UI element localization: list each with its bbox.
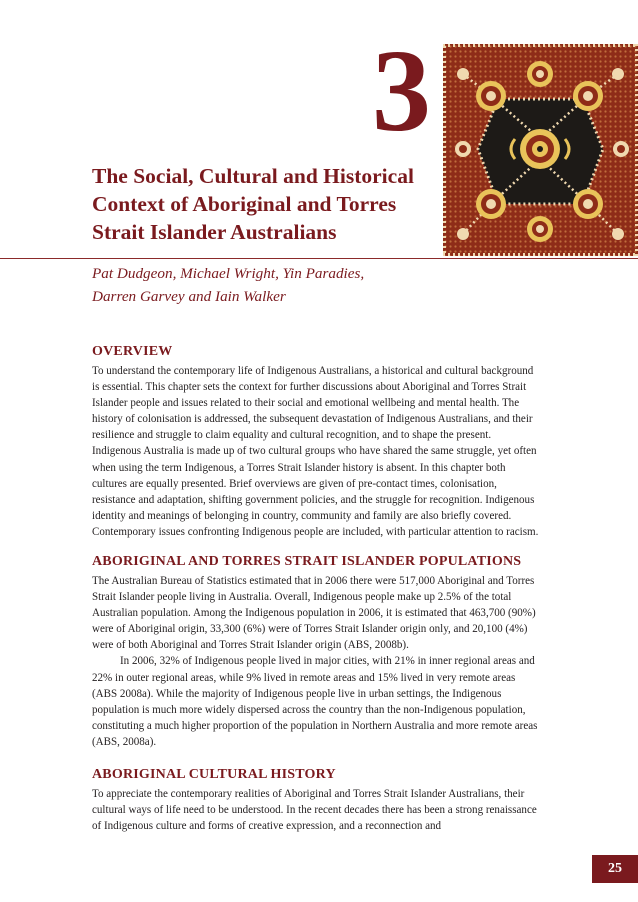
chapter-number: 3: [372, 25, 431, 156]
chapter-authors: [92, 262, 512, 308]
section-paragraph: The Australian Bureau of Statistics estimated that in 2006 there were 517,000 Aboriginal and Torres Strait Islander people living in Australia. Overall, Indigenous people make up 2.5% of the total Australian population. Among the Indigenous population in 2006, it is estimated that 463,700 (90%) were of Aboriginal origin, 33,300 (6%) were of Torres Strait Islander origin only, and 20,100 (4%) were of both Aboriginal and Torres Strait Islander origin (ABS, 2008b).: [92, 575, 536, 652]
section-paragraph: To appreciate the contemporary realities of Aboriginal and Torres Strait Islander Australians, their cultural ways of life need to be understood. In the recent decades there has been a strong renaissance of Indigenous culture and forms of creative expression, and a reconnection and: [92, 788, 537, 833]
title-divider: [0, 258, 638, 259]
aboriginal-dot-painting: [443, 44, 638, 256]
section-populations: [92, 553, 542, 750]
section-heading: ABORIGINAL AND TORRES STRAIT ISLANDER POPULATIONS: [92, 554, 522, 569]
page-number: 25: [592, 855, 638, 883]
chapter-title: The Social, Cultural and Historical Context of Aboriginal and Torres Strait Islander Australians: [92, 164, 414, 244]
authors-line-1: Pat Dudgeon, Michael Wright, Yin Paradies,: [92, 265, 365, 282]
section-paragraph: In 2006, 32% of Indigenous people lived in major cities, with 21% in inner regional areas and 22% in outer regional areas, while 9% lived in remote areas and 15% lived in very remote areas (ABS 2008a). While the majority of Indigenous people live in urban settings, the Indigenous population is much more widely dispersed across the country than the non-Indigenous population, constituting a much higher proportion of the population in Northern Australia and more remote areas (ABS, 2008a).: [92, 655, 538, 748]
section-paragraph: To understand the contemporary life of Indigenous Australians, a historical and cultural background is essential. This chapter sets the context for further discussions about Aboriginal and Torres Strait Islander people and issues related to their social and emotional wellbeing and mental health. The history of colonisation is addressed, the subsequent devastation of Indigenous Australians, and their resilience and struggle to claim equality and cultural recognition, and to shape the present. Indigenous Australia is made up of two cultural groups who have shared the same struggle, yet often when using the term Indigenous, a Torres Strait Islander history is absent. In this chapter both cultures are equally presented. Brief overviews are given of pre-contact times, colonisation, resistance and adaptation, shifting government policies, and the struggle for recognition. Indigenous identity and meanings of belonging in country, community and family are also briefly covered. Contemporary issues confronting Indigenous people are included, with particular attention to racism.: [92, 365, 539, 538]
section-heading: OVERVIEW: [92, 344, 173, 359]
section-heading: ABORIGINAL CULTURAL HISTORY: [92, 767, 336, 782]
section-cultural-history: [92, 766, 542, 834]
authors-line-2: Darren Garvey and Iain Walker: [92, 288, 286, 305]
section-overview: [92, 343, 542, 540]
